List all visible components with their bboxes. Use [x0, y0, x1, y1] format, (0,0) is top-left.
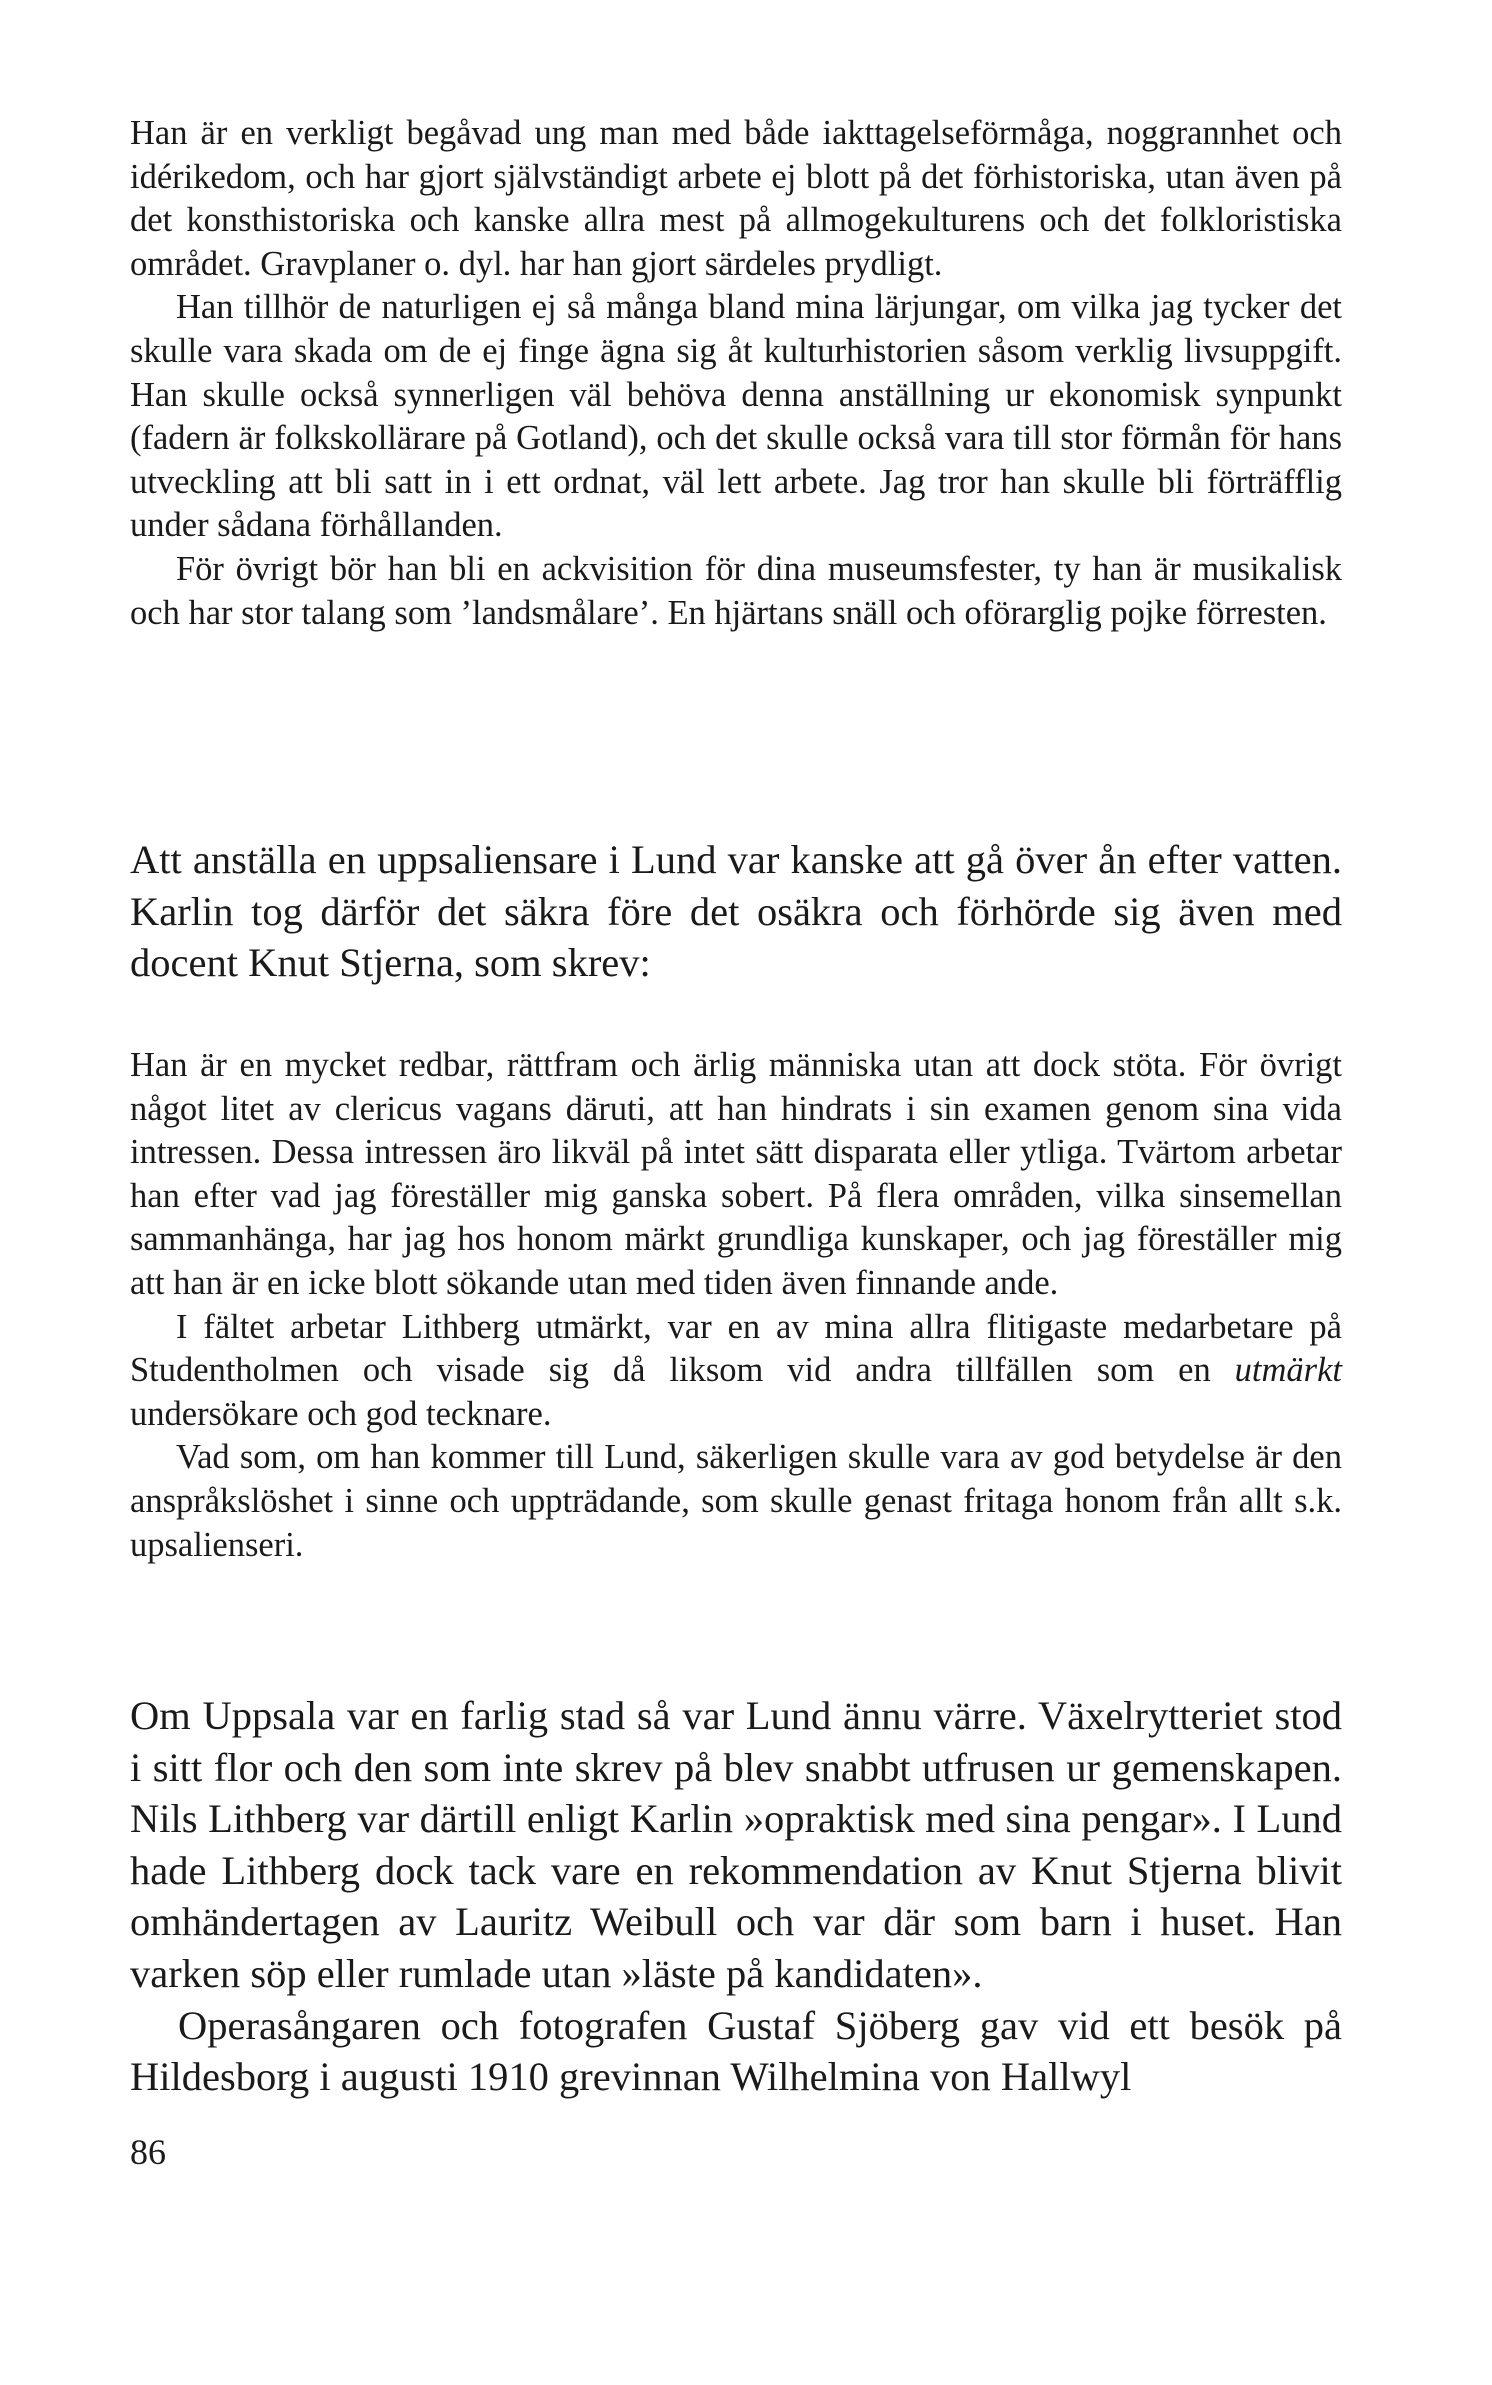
quote-paragraph: Han är en verkligt begåvad ung man med både iakttagelseförmåga, noggrannhet och idérikedom, och har gjort självständigt arbete ej blott på det förhistoriska, utan även på det konsthistoriska och kanske allra mest på allmogekulturens och det folkloristiska området. Gravplaner o. dyl. har han gjort särdeles prydligt.	[130, 114, 1342, 283]
quote-text: undersökare och god tecknare.	[130, 1394, 552, 1433]
body-paragraph: Om Uppsala var en farlig stad så var Lund ännu värre. Växelrytteriet stod i sitt flor och den som inte skrev på blev snabbt utfrusen ur gemenskapen. Nils Lithberg var därtill enligt Karlin »opraktisk med sina pengar». I Lund hade Lithberg dock tack vare en rekommendation av Knut Stjerna blivit omhändertagen av Lauritz Weibull och var där som barn i huset. Han varken söp eller rumlade utan »läste på kandidaten».	[130, 1693, 1342, 1996]
page-number: 86	[130, 2132, 166, 2172]
quote-paragraph: Han tillhör de naturligen ej så många bland mina lärjungar, om vilka jag tycker det skulle vara skada om de ej finge ägna sig åt kulturhistorien såsom verklig livsuppgift. Han skulle också synnerligen väl behöva denna anställning ur ekonomisk synpunkt (fadern är folkskollärare på Gotland), och det skulle också vara till stor förmån för hans utveckling att bli satt in i ett ordnat, väl lett arbete. Jag tror han skulle bli förträfflig under sådana förhållanden.	[130, 288, 1342, 545]
quote-paragraph	[130, 1306, 1342, 1437]
quote-text: I fältet arbetar Lithberg utmärkt, var en av mina allra flitigaste medarbetare på Studentholmen och visade sig då liksom vid andra tillfällen som en	[130, 1307, 1342, 1390]
body-paragraph: Operasångaren och fotografen Gustaf Sjöberg gav vid ett besök på Hildesborg i augusti 1910 grevinnan Wilhelmina von Hallwyl	[130, 2002, 1342, 2100]
body-text-main	[130, 1690, 1342, 2103]
quote-paragraph: Vad som, om han kommer till Lund, säkerligen skulle vara av god betydelse är den anspråkslöshet i sinne och uppträdande, som skulle genast fritaga honom från allt s.k. upsalienseri.	[130, 1438, 1342, 1564]
quote-paragraph: För övrigt bör han bli en ackvisition för dina museumsfester, ty han är musikalisk och har stor talang som ’landsmålare’. En hjärtans snäll och oförarglig pojke förresten.	[130, 549, 1342, 632]
block-quote-stjerna	[130, 1044, 1342, 1567]
quote-paragraph: Han är en mycket redbar, rättfram och ärlig människa utan att dock stöta. För övrigt något litet av clericus vagans däruti, att han hindrats i sin examen genom sina vida intressen. Dessa intressen äro likväl på intet sätt disparata eller ytliga. Tvärtom arbetar han efter vad jag föreställer mig ganska sobert. På flera områden, vilka sinsemellan sammanhänga, har jag hos honom märkt grundliga kunskaper, och jag föreställer mig att han är en icke blott sökande utan med tiden även finnande ande.	[130, 1046, 1342, 1302]
emphasized-word: utmärkt	[1234, 1351, 1342, 1390]
body-text-intro	[130, 834, 1342, 989]
body-paragraph: Att anställa en uppsaliensare i Lund var kanske att gå över ån efter vatten. Karlin tog därför det säkra före det osäkra och förhörde sig även med docent Knut Stjerna, som skrev:	[130, 837, 1342, 986]
block-quote-karlin	[130, 112, 1342, 635]
